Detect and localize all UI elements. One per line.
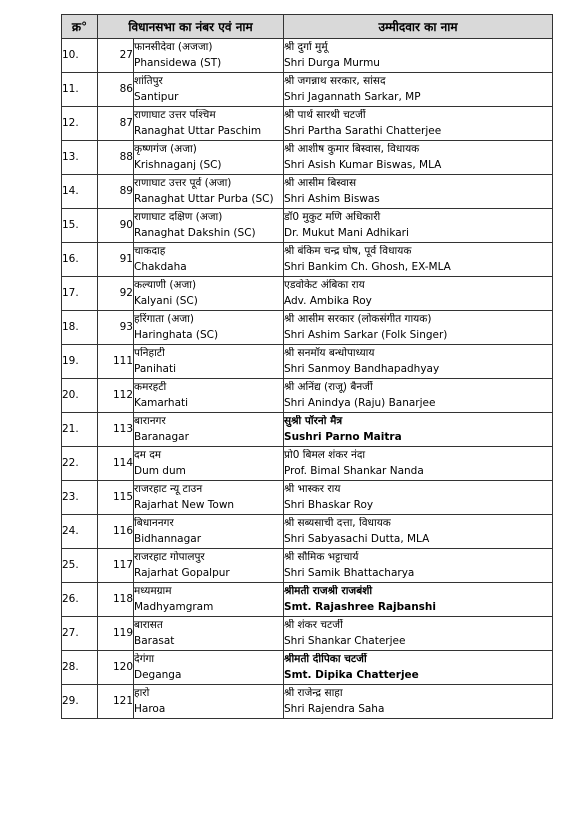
constituency-name-english: Barasat bbox=[134, 635, 175, 647]
constituency-name-english: Dum dum bbox=[134, 465, 186, 477]
candidate-name-hindi: श्री भास्कर राय bbox=[284, 483, 341, 495]
serial-number: 18. bbox=[62, 311, 98, 345]
candidate-cell bbox=[284, 481, 553, 515]
table-row bbox=[62, 277, 553, 311]
constituency-name-english: Haroa bbox=[134, 703, 166, 715]
candidate-cell bbox=[284, 73, 553, 107]
candidate-name-english: Adv. Ambika Roy bbox=[284, 295, 372, 307]
candidate-name-hindi: सुश्री पॉरनो मैत्र bbox=[284, 415, 343, 427]
candidate-name-hindi: डॉ0 मुकुट मणि अधिकारी bbox=[284, 211, 381, 223]
serial-number: 24. bbox=[62, 515, 98, 549]
constituency-name-hindi: बारासत bbox=[134, 619, 163, 631]
serial-number: 12. bbox=[62, 107, 98, 141]
candidate-name-english: Shri Sanmoy Bandhapadhyay bbox=[284, 363, 440, 375]
table-row bbox=[62, 549, 553, 583]
table-row bbox=[62, 651, 553, 685]
candidate-cell bbox=[284, 277, 553, 311]
candidate-cell bbox=[284, 243, 553, 277]
candidate-name-hindi: श्री सब्यसाची दत्ता, विधायक bbox=[284, 517, 391, 529]
table-header-row bbox=[62, 15, 553, 39]
candidate-cell bbox=[284, 311, 553, 345]
constituency-name-english: Chakdaha bbox=[134, 261, 187, 273]
table-row bbox=[62, 175, 553, 209]
candidate-name-hindi: श्री जगन्नाथ सरकार, सांसद bbox=[284, 75, 386, 87]
constituency-name-hindi: पनिहाटी bbox=[134, 347, 165, 359]
candidate-name-hindi: श्री आशीष कुमार बिस्वास, विधायक bbox=[284, 143, 420, 155]
table-row bbox=[62, 379, 553, 413]
table-row bbox=[62, 141, 553, 175]
constituency-number: 116 bbox=[98, 515, 134, 549]
constituency-cell bbox=[134, 73, 284, 107]
candidate-name-english: Shri Ashim Biswas bbox=[284, 193, 380, 205]
constituency-name-english: Deganga bbox=[134, 669, 182, 681]
constituency-number: 119 bbox=[98, 617, 134, 651]
candidate-name-english: Shri Durga Murmu bbox=[284, 57, 380, 69]
serial-number: 21. bbox=[62, 413, 98, 447]
candidate-name-hindi: श्री राजेन्द्र साहा bbox=[284, 687, 343, 699]
constituency-name-hindi: राजरहाट गोपालपुर bbox=[134, 551, 205, 563]
serial-number: 26. bbox=[62, 583, 98, 617]
constituency-cell bbox=[134, 583, 284, 617]
table-row bbox=[62, 515, 553, 549]
constituency-name-hindi: दम दम bbox=[134, 449, 162, 461]
constituency-number: 121 bbox=[98, 685, 134, 719]
constituency-cell bbox=[134, 175, 284, 209]
table-row bbox=[62, 311, 553, 345]
constituency-number: 88 bbox=[98, 141, 134, 175]
candidate-name-english: Dr. Mukut Mani Adhikari bbox=[284, 227, 409, 239]
candidate-name-english: Smt. Dipika Chatterjee bbox=[284, 669, 419, 681]
constituency-name-hindi: कृष्णगंज (अजा) bbox=[134, 143, 197, 155]
candidate-cell bbox=[284, 651, 553, 685]
constituency-cell bbox=[134, 209, 284, 243]
candidate-name-english: Shri Shankar Chaterjee bbox=[284, 635, 406, 647]
candidate-cell bbox=[284, 617, 553, 651]
candidate-cell bbox=[284, 583, 553, 617]
candidate-cell bbox=[284, 447, 553, 481]
constituency-cell bbox=[134, 413, 284, 447]
candidate-name-english: Prof. Bimal Shankar Nanda bbox=[284, 465, 424, 477]
header-serial: क्र° bbox=[62, 15, 98, 39]
constituency-number: 86 bbox=[98, 73, 134, 107]
constituency-number: 91 bbox=[98, 243, 134, 277]
constituency-number: 113 bbox=[98, 413, 134, 447]
candidate-table bbox=[61, 14, 553, 719]
candidate-cell bbox=[284, 107, 553, 141]
constituency-number: 115 bbox=[98, 481, 134, 515]
constituency-cell bbox=[134, 345, 284, 379]
candidate-name-english: Shri Anindya (Raju) Banarjee bbox=[284, 397, 436, 409]
constituency-number: 120 bbox=[98, 651, 134, 685]
constituency-name-english: Ranaghat Dakshin (SC) bbox=[134, 227, 256, 239]
constituency-number: 89 bbox=[98, 175, 134, 209]
candidate-name-english: Shri Bankim Ch. Ghosh, EX-MLA bbox=[284, 261, 451, 273]
constituency-name-english: Ranaghat Uttar Paschim bbox=[134, 125, 262, 137]
header-candidate: उम्मीदवार का नाम bbox=[284, 15, 553, 39]
constituency-number: 118 bbox=[98, 583, 134, 617]
constituency-name-hindi: राणाघाट उत्तर पश्चिम bbox=[134, 109, 216, 121]
constituency-name-hindi: बिधाननगर bbox=[134, 517, 174, 529]
serial-number: 15. bbox=[62, 209, 98, 243]
table-body bbox=[62, 39, 553, 719]
constituency-number: 27 bbox=[98, 39, 134, 73]
table-row bbox=[62, 209, 553, 243]
constituency-cell bbox=[134, 651, 284, 685]
candidate-name-hindi: श्रीमती राजश्री राजबंशी bbox=[284, 585, 373, 597]
constituency-cell bbox=[134, 481, 284, 515]
candidate-name-hindi: श्री दुर्गा मुर्मू bbox=[284, 41, 328, 53]
candidate-name-english: Shri Asish Kumar Biswas, MLA bbox=[284, 159, 442, 171]
constituency-name-hindi: चाकदाह bbox=[134, 245, 166, 257]
constituency-name-hindi: कल्याणी (अजा) bbox=[134, 279, 197, 291]
table-row bbox=[62, 39, 553, 73]
constituency-name-english: Panihati bbox=[134, 363, 176, 375]
serial-number: 22. bbox=[62, 447, 98, 481]
candidate-name-hindi: श्री अनिंद्य (राजू) बैनर्जी bbox=[284, 381, 373, 393]
header-constituency: विधानसभा का नंबर एवं नाम bbox=[98, 15, 284, 39]
candidate-cell bbox=[284, 549, 553, 583]
candidate-name-english: Smt. Rajashree Rajbanshi bbox=[284, 601, 437, 613]
constituency-cell bbox=[134, 141, 284, 175]
constituency-name-english: Santipur bbox=[134, 91, 179, 103]
constituency-cell bbox=[134, 107, 284, 141]
constituency-name-hindi: राजरहाट न्यू टाउन bbox=[134, 483, 203, 495]
candidate-name-hindi: श्री सौमिक भट्टाचार्य bbox=[284, 551, 359, 563]
serial-number: 27. bbox=[62, 617, 98, 651]
constituency-cell bbox=[134, 39, 284, 73]
constituency-name-english: Bidhannagar bbox=[134, 533, 202, 545]
serial-number: 28. bbox=[62, 651, 98, 685]
constituency-number: 111 bbox=[98, 345, 134, 379]
constituency-name-hindi: देगंगा bbox=[134, 653, 155, 665]
serial-number: 25. bbox=[62, 549, 98, 583]
candidate-name-english: Shri Jagannath Sarkar, MP bbox=[284, 91, 421, 103]
serial-number: 16. bbox=[62, 243, 98, 277]
constituency-cell bbox=[134, 685, 284, 719]
table-row bbox=[62, 617, 553, 651]
constituency-name-english: Krishnaganj (SC) bbox=[134, 159, 222, 171]
constituency-number: 92 bbox=[98, 277, 134, 311]
table-row bbox=[62, 345, 553, 379]
candidate-name-hindi: श्री पार्थ सारथी चटर्जी bbox=[284, 109, 366, 121]
constituency-name-english: Kalyani (SC) bbox=[134, 295, 198, 307]
candidate-name-hindi: श्री आसीम सरकार (लोकसंगीत गायक) bbox=[284, 313, 432, 325]
constituency-name-hindi: कमरहटी bbox=[134, 381, 167, 393]
constituency-name-hindi: शांतिपुर bbox=[134, 75, 163, 87]
constituency-name-english: Baranagar bbox=[134, 431, 189, 443]
constituency-cell bbox=[134, 447, 284, 481]
table-row bbox=[62, 413, 553, 447]
constituency-name-hindi: फानसीदेवा (अजजा) bbox=[134, 41, 213, 53]
table-row bbox=[62, 73, 553, 107]
candidate-name-english: Shri Sabyasachi Dutta, MLA bbox=[284, 533, 430, 545]
constituency-cell bbox=[134, 277, 284, 311]
candidate-cell bbox=[284, 345, 553, 379]
constituency-name-english: Ranaghat Uttar Purba (SC) bbox=[134, 193, 274, 205]
candidate-cell bbox=[284, 39, 553, 73]
table-row bbox=[62, 583, 553, 617]
constituency-number: 93 bbox=[98, 311, 134, 345]
constituency-name-hindi: राणाघाट दक्षिण (अजा) bbox=[134, 211, 223, 223]
constituency-number: 87 bbox=[98, 107, 134, 141]
constituency-name-english: Phansidewa (ST) bbox=[134, 57, 222, 69]
candidate-cell bbox=[284, 209, 553, 243]
candidate-name-english: Shri Partha Sarathi Chatterjee bbox=[284, 125, 442, 137]
constituency-cell bbox=[134, 379, 284, 413]
constituency-name-hindi: हरिंगाता (अजा) bbox=[134, 313, 194, 325]
table-row bbox=[62, 447, 553, 481]
constituency-name-english: Rajarhat New Town bbox=[134, 499, 235, 511]
serial-number: 23. bbox=[62, 481, 98, 515]
constituency-name-hindi: हारो bbox=[134, 687, 150, 699]
candidate-cell bbox=[284, 175, 553, 209]
candidate-cell bbox=[284, 685, 553, 719]
candidate-name-hindi: श्री शंकर चटर्जी bbox=[284, 619, 343, 631]
table-row bbox=[62, 481, 553, 515]
candidate-name-hindi: एडवोकेट अंबिका राय bbox=[284, 279, 365, 291]
serial-number: 19. bbox=[62, 345, 98, 379]
serial-number: 10. bbox=[62, 39, 98, 73]
candidate-name-hindi: श्री बंकिम चन्द्र घोष, पूर्व विधायक bbox=[284, 245, 412, 257]
candidate-name-english: Shri Bhaskar Roy bbox=[284, 499, 374, 511]
serial-number: 13. bbox=[62, 141, 98, 175]
constituency-cell bbox=[134, 243, 284, 277]
candidate-name-hindi: प्रो0 बिमल शंकर नंदा bbox=[284, 449, 366, 461]
serial-number: 17. bbox=[62, 277, 98, 311]
candidate-name-english: Sushri Parno Maitra bbox=[284, 431, 402, 443]
serial-number: 29. bbox=[62, 685, 98, 719]
candidate-cell bbox=[284, 515, 553, 549]
candidate-cell bbox=[284, 379, 553, 413]
constituency-name-english: Madhyamgram bbox=[134, 601, 214, 613]
constituency-name-hindi: बारानगर bbox=[134, 415, 166, 427]
constituency-number: 114 bbox=[98, 447, 134, 481]
constituency-number: 117 bbox=[98, 549, 134, 583]
constituency-name-hindi: मध्यमग्राम bbox=[134, 585, 172, 597]
candidate-name-english: Shri Ashim Sarkar (Folk Singer) bbox=[284, 329, 448, 341]
table-row bbox=[62, 685, 553, 719]
constituency-number: 112 bbox=[98, 379, 134, 413]
constituency-name-english: Kamarhati bbox=[134, 397, 189, 409]
table-row bbox=[62, 243, 553, 277]
constituency-number: 90 bbox=[98, 209, 134, 243]
constituency-cell bbox=[134, 515, 284, 549]
serial-number: 14. bbox=[62, 175, 98, 209]
candidate-cell bbox=[284, 141, 553, 175]
candidate-cell bbox=[284, 413, 553, 447]
serial-number: 20. bbox=[62, 379, 98, 413]
candidate-name-hindi: श्री सनमॉय बन्धोपाध्याय bbox=[284, 347, 375, 359]
constituency-cell bbox=[134, 311, 284, 345]
candidate-name-english: Shri Rajendra Saha bbox=[284, 703, 385, 715]
serial-number: 11. bbox=[62, 73, 98, 107]
candidate-name-english: Shri Samik Bhattacharya bbox=[284, 567, 415, 579]
constituency-cell bbox=[134, 549, 284, 583]
candidate-name-hindi: श्रीमती दीपिका चटर्जी bbox=[284, 653, 367, 665]
candidate-name-hindi: श्री आसीम बिस्वास bbox=[284, 177, 357, 189]
constituency-name-hindi: राणाघाट उत्तर पूर्व (अजा) bbox=[134, 177, 232, 189]
table-row bbox=[62, 107, 553, 141]
constituency-cell bbox=[134, 617, 284, 651]
constituency-name-english: Rajarhat Gopalpur bbox=[134, 567, 230, 579]
constituency-name-english: Haringhata (SC) bbox=[134, 329, 219, 341]
